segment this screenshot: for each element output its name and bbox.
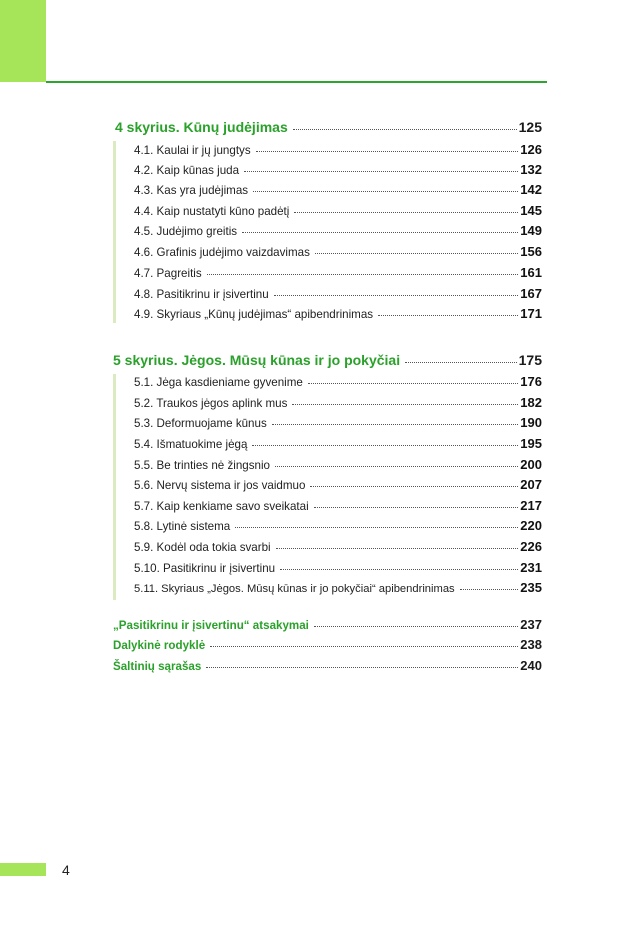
dot-leader	[308, 382, 518, 384]
toc-section[interactable]	[134, 286, 542, 301]
page-ref: 240	[520, 658, 542, 673]
toc-section[interactable]	[134, 203, 542, 218]
section-title: 5.7. Kaip kenkiame savo sveikatai	[134, 500, 309, 513]
toc-section[interactable]	[134, 265, 542, 280]
section-title: 5.3. Deformuojame kūnus	[134, 417, 267, 430]
page-ref: 161	[520, 265, 542, 280]
page-ref: 238	[520, 637, 542, 652]
page-ref: 176	[520, 374, 542, 389]
section-title: 4.2. Kaip kūnas juda	[134, 164, 240, 177]
page-ref: 207	[520, 477, 542, 492]
extra-title: Šaltinių sąrašas	[113, 660, 202, 673]
page-ref: 235	[520, 580, 542, 595]
toc-section[interactable]	[134, 223, 542, 238]
page-ref: 200	[520, 457, 542, 472]
section-side-bar	[113, 141, 116, 323]
dot-leader	[252, 444, 518, 446]
dot-leader	[292, 403, 518, 405]
header-rule	[46, 81, 547, 83]
dot-leader	[206, 666, 518, 668]
page-ref: 217	[520, 498, 542, 513]
toc-section[interactable]	[134, 436, 542, 451]
page-ref: 126	[520, 142, 542, 157]
toc-section[interactable]	[134, 142, 542, 157]
page-ref: 145	[520, 203, 542, 218]
toc-section[interactable]	[134, 518, 542, 533]
dot-leader	[244, 170, 518, 172]
dot-leader	[314, 506, 519, 508]
dot-leader	[274, 294, 519, 296]
page-ref: 156	[520, 244, 542, 259]
extra-title: „Pasitikrinu ir įsivertinu“ atsakymai	[113, 619, 309, 632]
chapter-title: 5 skyrius. Jėgos. Mūsų kūnas ir jo pokyčiai	[113, 352, 401, 368]
dot-leader	[294, 211, 518, 213]
toc-extra-index[interactable]	[113, 637, 542, 652]
dot-leader	[310, 485, 518, 487]
section-title: 4.3. Kas yra judėjimas	[134, 184, 249, 197]
toc-chapter-4[interactable]	[115, 119, 542, 135]
dot-leader	[275, 465, 518, 467]
page-ref: 182	[520, 395, 542, 410]
page-ref: 190	[520, 415, 542, 430]
section-title: 5.10. Pasitikrinu ir įsivertinu	[134, 562, 276, 575]
section-title: 5.8. Lytinė sistema	[134, 520, 231, 533]
dot-leader	[315, 252, 518, 254]
page-ref: 175	[518, 352, 542, 368]
toc-chapter-5[interactable]	[113, 352, 542, 368]
header-color-block	[0, 0, 46, 82]
section-title: 4.7. Pagreitis	[134, 267, 202, 280]
dot-leader	[460, 588, 519, 590]
toc-section[interactable]	[134, 395, 542, 410]
toc-extra-sources[interactable]	[113, 658, 542, 673]
page-ref: 195	[520, 436, 542, 451]
section-title: 4.5. Judėjimo greitis	[134, 225, 238, 238]
page-ref: 237	[520, 617, 542, 632]
dot-leader	[405, 361, 517, 363]
toc-section[interactable]	[134, 539, 542, 554]
dot-leader	[235, 526, 518, 528]
page-number: 4	[62, 862, 70, 878]
page-ref: 220	[520, 518, 542, 533]
page-ref: 132	[520, 162, 542, 177]
page-ref: 226	[520, 539, 542, 554]
toc-section[interactable]	[134, 306, 542, 321]
section-title: 4.1. Kaulai ir jų jungtys	[134, 144, 251, 157]
page-ref: 142	[520, 182, 542, 197]
dot-leader	[242, 231, 518, 233]
page-ref: 231	[520, 560, 542, 575]
section-title: 5.1. Jėga kasdieniame gyvenime	[134, 376, 303, 389]
toc-section[interactable]	[134, 580, 542, 595]
dot-leader	[253, 190, 518, 192]
toc-section[interactable]	[134, 498, 542, 513]
toc-extra-answers[interactable]	[113, 617, 542, 632]
dot-leader	[272, 423, 519, 425]
section-title: 4.4. Kaip nustatyti kūno padėtį	[134, 205, 290, 218]
extra-title: Dalykinė rodyklė	[113, 639, 206, 652]
section-title: 5.5. Be trinties nė žingsnio	[134, 459, 270, 472]
section-title: 5.11. Skyriaus „Jėgos. Mūsų kūnas ir jo pokyčiai“ apibendrinimas	[134, 583, 455, 595]
chapter-title: 4 skyrius. Kūnų judėjimas	[115, 119, 288, 135]
toc-section[interactable]	[134, 374, 542, 389]
dot-leader	[293, 128, 517, 130]
page-ref: 171	[520, 306, 542, 321]
section-title: 5.9. Kodėl oda tokia svarbi	[134, 541, 271, 554]
toc-section[interactable]	[134, 244, 542, 259]
section-title: 5.6. Nervų sistema ir jos vaidmuo	[134, 479, 306, 492]
dot-leader	[314, 625, 518, 627]
footer-color-block	[0, 863, 46, 876]
section-title: 4.9. Skyriaus „Kūnų judėjimas“ apibendrinimas	[134, 308, 374, 321]
page-ref: 125	[518, 119, 542, 135]
toc-section[interactable]	[134, 457, 542, 472]
toc-section[interactable]	[134, 477, 542, 492]
section-title: 4.6. Grafinis judėjimo vaizdavimas	[134, 246, 310, 259]
toc-section[interactable]	[134, 415, 542, 430]
dot-leader	[276, 547, 519, 549]
page-ref: 149	[520, 223, 542, 238]
section-title: 5.2. Traukos jėgos aplink mus	[134, 397, 288, 410]
section-title: 4.8. Pasitikrinu ir įsivertinu	[134, 288, 269, 301]
dot-leader	[280, 568, 518, 570]
dot-leader	[207, 273, 519, 275]
toc-section[interactable]	[134, 560, 542, 575]
dot-leader	[210, 645, 518, 647]
section-title: 5.4. Išmatuokime jėgą	[134, 438, 248, 451]
dot-leader	[378, 314, 518, 316]
section-side-bar	[113, 374, 116, 600]
dot-leader	[256, 150, 519, 152]
toc-section[interactable]	[134, 162, 542, 177]
toc-section[interactable]	[134, 182, 542, 197]
page-ref: 167	[520, 286, 542, 301]
